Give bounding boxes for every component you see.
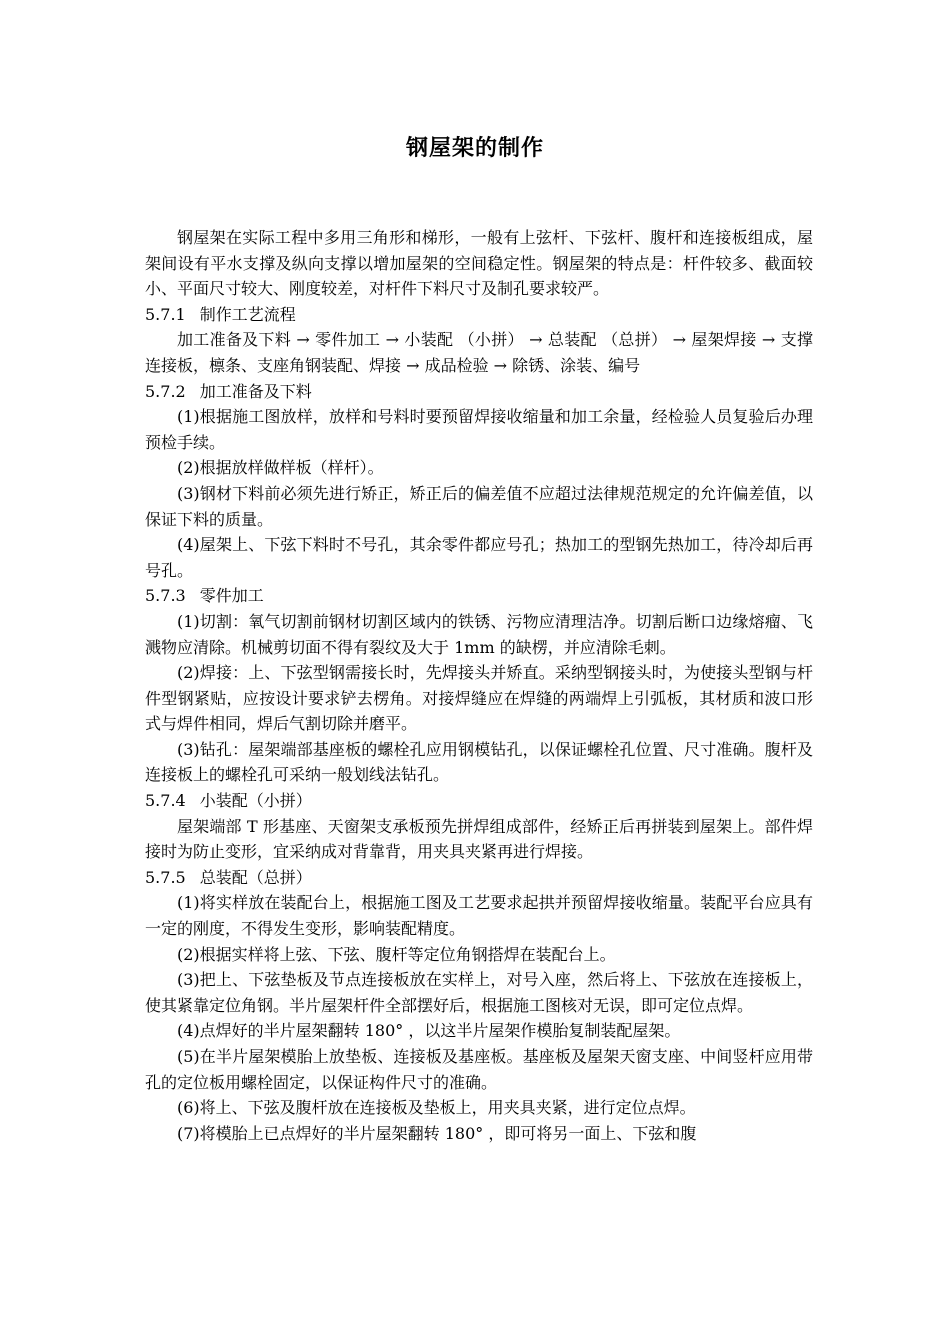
section-title: 小装配（小拼）	[199, 791, 312, 811]
paragraph: (1)将实样放在装配台上，根据施工图及工艺要求起拱并预留焊接收缩量。装配平台应具有一定的刚度，不得发生变形，影响装配精度。	[145, 893, 813, 939]
paragraph: (3)钢材下料前必须先进行矫正，矫正后的偏差值不应超过法律规范规定的允许偏差值，以保证下料的质量。	[145, 483, 813, 529]
paragraph: (4)屋架上、下弦下料时不号孔，其余零件都应号孔；热加工的型钢先热加工，待冷却后再号孔。	[145, 535, 813, 580]
section-title: 零件加工	[199, 586, 264, 606]
paragraph: 加工准备及下料 → 零件加工 → 小装配 （小拼） → 总装配 （总拼） → 屋架焊接 → 支撑连接板，檩条、支座角钢装配、焊接 → 成品检验 → 除锈、涂装、编号	[145, 330, 813, 375]
paragraph: (1)切割：氧气切割前钢材切割区域内的铁锈、污物应清理洁净。切割后断口边缘熔瘤、飞溅物应清除。机械剪切面不得有裂纹及大于 1mm 的缺楞，并应清除毛刺。	[145, 611, 813, 657]
document-body	[145, 225, 813, 1146]
section-heading	[145, 788, 813, 814]
section-number: 5.7.1	[145, 304, 186, 324]
section-heading	[145, 865, 813, 891]
paragraph: 屋架端部 T 形基座、天窗架支承板预先拼焊组成部件，经矫正后再拼装到屋架上。部件焊接时为防止变形，宜采纳成对背靠背，用夹具夹紧再进行焊接。	[145, 816, 813, 862]
section-number: 5.7.3	[145, 586, 186, 606]
paragraph: (3)钻孔：屋架端部基座板的螺栓孔应用钢模钻孔，以保证螺栓孔位置、尺寸准确。腹杆及连接板上的螺栓孔可采纳一般划线法钻孔。	[145, 739, 813, 785]
section-title: 总装配（总拼）	[199, 867, 312, 887]
section-number: 5.7.2	[145, 381, 186, 401]
document-title: 钢屋架的制作	[405, 136, 544, 161]
paragraph: (7)将模胎上已点焊好的半片屋架翻转 180° ，即可将另一面上、下弦和腹	[177, 1123, 697, 1143]
section-heading	[145, 302, 813, 328]
paragraph: (2)根据实样将上弦、下弦、腹杆等定位角钢搭焊在装配台上。	[177, 944, 616, 964]
section-title: 加工准备及下料	[199, 381, 312, 401]
paragraph: (2)焊接：上、下弦型钢需接长时，先焊接头并矫直。采纳型钢接头时，为使接头型钢与杆件型钢紧贴，应按设计要求铲去楞角。对接焊缝应在焊缝的两端焊上引弧板，其材质和波口形式与焊件相同，焊后气割切除并磨平。	[145, 663, 813, 734]
paragraph: (2)根据放样做样板（样杆）。	[177, 458, 384, 478]
paragraph: (5)在半片屋架模胎上放垫板、连接板及基座板。基座板及屋架天窗支座、中间竖杆应用带孔的定位板用螺栓固定，以保证构件尺寸的准确。	[145, 1047, 813, 1092]
section-heading	[145, 379, 813, 405]
section-heading	[145, 583, 813, 609]
section-number: 5.7.5	[145, 867, 186, 887]
paragraph: 钢屋架在实际工程中多用三角形和梯形，一般有上弦杆、下弦杆、腹杆和连接板组成，屋架间设有平水支撑及纵向支撑以增加屋架的空间稳定性。钢屋架的特点是：杆件较多、截面较小、平面尺寸较大、刚度较差，对杆件下料尺寸及制孔要求较严。	[145, 228, 813, 299]
paragraph: (6)将上、下弦及腹杆放在连接板及垫板上，用夹具夹紧，进行定位点焊。	[177, 1098, 696, 1118]
paragraph: (3)把上、下弦垫板及节点连接板放在实样上，对号入座，然后将上、下弦放在连接板上，使其紧靠定位角钢。半片屋架杆件全部摆好后，根据施工图核对无误，即可定位点焊。	[145, 970, 813, 1015]
paragraph: (1)根据施工图放样，放样和号料时要预留焊接收缩量和加工余量，经检验人员复验后办理预检手续。	[145, 407, 813, 452]
section-title: 制作工艺流程	[199, 304, 296, 324]
section-number: 5.7.4	[145, 791, 186, 811]
paragraph: (4)点焊好的半片屋架翻转 180° ，以这半片屋架作模胎复制装配屋架。	[177, 1021, 681, 1041]
